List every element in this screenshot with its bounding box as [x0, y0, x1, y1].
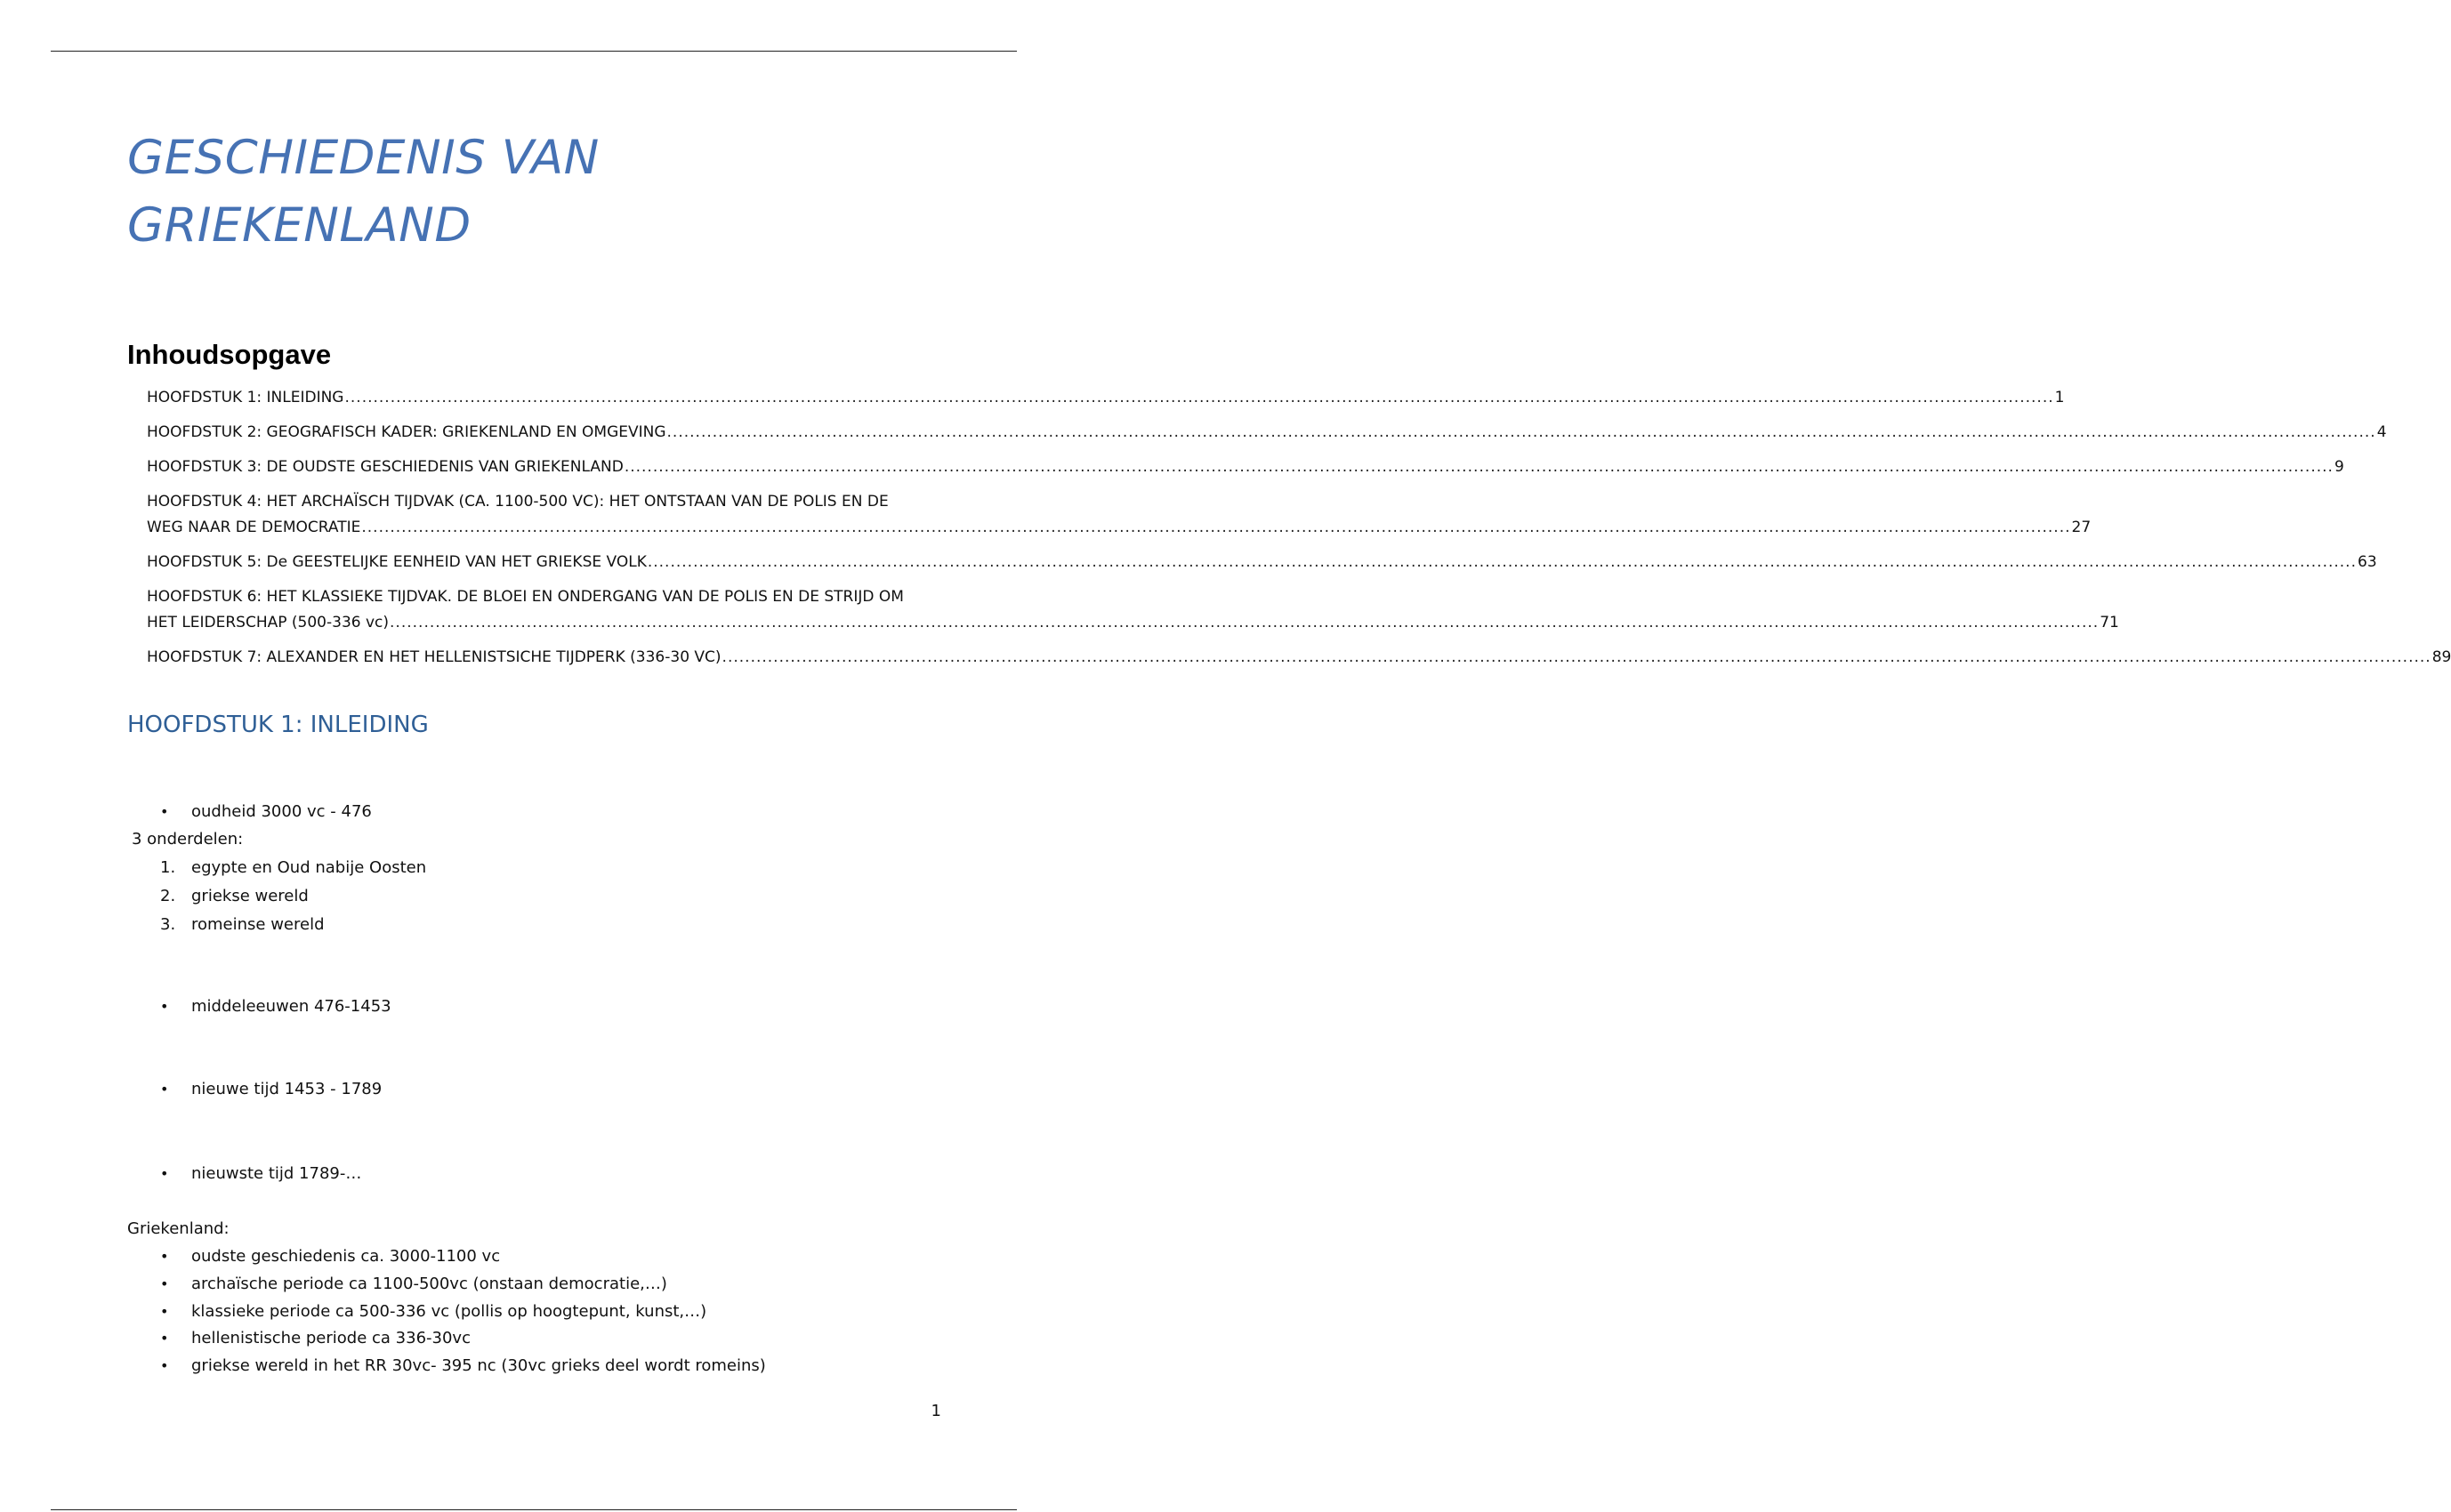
toc-entry-line: [147, 610, 2119, 636]
toc-page-number: 27: [2071, 519, 2092, 536]
toc-entry-line: [147, 550, 2377, 575]
list-item-nieuwste-tijd: [160, 1164, 362, 1183]
document-title: [127, 125, 750, 260]
toc-page-number: 63: [2358, 553, 2377, 571]
toc-dot-leader: ............................................................................................................................................................................................................................................................................................................: [361, 519, 2071, 536]
toc-entry-line: [147, 645, 2451, 671]
bullet-icon: •: [160, 1330, 169, 1347]
list-item-middeleeuwen: [160, 997, 391, 1016]
toc-entry[interactable]: [147, 550, 2377, 575]
header-rule: [51, 51, 1017, 52]
toc-entry-text: HOOFDSTUK 6: HET KLASSIEKE TIJDVAK. DE BLOEI EN ONDERGANG VAN DE POLIS EN DE STRIJD OM: [147, 588, 904, 606]
list-item-text: hellenistische periode ca 336-30vc: [191, 1329, 471, 1347]
list-item-text: griekse wereld in het RR 30vc- 395 nc (30vc grieks deel wordt romeins): [191, 1356, 766, 1375]
list-item: [160, 1275, 667, 1293]
list-number: 3.: [160, 915, 176, 934]
list-item-text: oudste geschiedenis ca. 3000-1100 vc: [191, 1247, 501, 1266]
toc-entry-text: WEG NAAR DE DEMOCRATIE: [147, 519, 361, 536]
toc-dot-leader: ............................................................................................................................................................................................................................................................................................................: [624, 458, 2334, 476]
toc-dot-leader: ............................................................................................................................................................................................................................................................................................................: [722, 648, 2431, 666]
document-title-line-1: GESCHIEDENIS VAN: [127, 131, 600, 185]
toc-entry-line: [147, 584, 940, 610]
list-item-text: griekse wereld: [191, 887, 309, 905]
page-number: 1: [931, 1402, 941, 1420]
list-item-text: middeleeuwen 476-1453: [191, 997, 391, 1016]
toc-entry[interactable]: [147, 420, 2387, 446]
toc-entry-text: HOOFDSTUK 1: INLEIDING: [147, 389, 344, 406]
toc-page-number: 71: [2100, 614, 2119, 631]
footer-rule: [51, 1509, 1017, 1510]
toc-entry[interactable]: [147, 454, 2344, 480]
chapter-heading[interactable]: HOOFDSTUK 1: INLEIDING: [127, 712, 429, 738]
list-item-oudheid: [160, 802, 372, 821]
toc-dot-leader: ............................................................................................................................................................................................................................................................................................................: [666, 423, 2376, 441]
toc-page-number: 89: [2431, 648, 2451, 666]
toc-entry[interactable]: [147, 584, 2119, 636]
bullet-icon: •: [160, 803, 169, 820]
bullet-icon: •: [160, 1081, 169, 1098]
toc-entry-text: HOOFDSTUK 3: DE OUDSTE GESCHIEDENIS VAN GRIEKENLAND: [147, 458, 624, 476]
toc-heading: Inhoudsopgave: [127, 339, 332, 370]
list-item: [160, 1356, 766, 1375]
toc-entry[interactable]: [147, 645, 2451, 671]
bullet-icon: •: [160, 1248, 169, 1265]
list-item-text: nieuwe tijd 1453 - 1789: [191, 1080, 383, 1098]
list-number: 1.: [160, 858, 176, 877]
list-item: [160, 1302, 707, 1321]
bullet-icon: •: [160, 1357, 169, 1374]
list-item: [160, 1329, 471, 1347]
list-item-text: archaïsche periode ca 1100-500vc (onstaan democratie,…): [191, 1275, 667, 1293]
toc-entry-line: [147, 385, 2065, 411]
list-item-text: nieuwste tijd 1789-…: [191, 1164, 362, 1183]
numbered-item: [160, 915, 325, 934]
numbered-item: [160, 858, 427, 877]
toc-dot-leader: ............................................................................................................................................................................................................................................................................................................: [647, 553, 2357, 571]
toc-entry-text: HOOFDSTUK 2: GEOGRAFISCH KADER: GRIEKENLAND EN OMGEVING: [147, 423, 666, 441]
toc-entry-line: [147, 489, 940, 515]
toc-entry-text: HOOFDSTUK 4: HET ARCHAÏSCH TIJDVAK (CA. 1100-500 VC): HET ONTSTAAN VAN DE POLIS EN DE: [147, 493, 889, 511]
toc-entry-line: [147, 515, 2092, 541]
toc-entry[interactable]: [147, 489, 2092, 541]
list-item-text: egypte en Oud nabije Oosten: [191, 858, 427, 877]
document-title-line-2: GRIEKENLAND: [127, 198, 472, 253]
toc-page-number: 1: [2054, 389, 2065, 406]
toc-entry-text: HOOFDSTUK 5: De GEESTELIJKE EENHEID VAN HET GRIEKSE VOLK: [147, 553, 647, 571]
numbered-item: [160, 887, 309, 905]
toc-entry-text: HOOFDSTUK 7: ALEXANDER EN HET HELLENISTSICHE TIJDPERK (336-30 VC): [147, 648, 722, 666]
bullet-icon: •: [160, 1275, 169, 1292]
toc-dot-leader: ............................................................................................................................................................................................................................................................................................................: [344, 389, 2054, 406]
toc-entry-line: [147, 454, 2344, 480]
list-item-nieuwe-tijd: [160, 1080, 383, 1098]
toc-entry-line: [147, 420, 2387, 446]
bullet-icon: •: [160, 1165, 169, 1182]
bullet-icon: •: [160, 1303, 169, 1320]
table-of-contents: [147, 385, 2451, 680]
toc-dot-leader: ............................................................................................................................................................................................................................................................................................................: [390, 614, 2100, 631]
list-item-text: oudheid 3000 vc - 476: [191, 802, 372, 821]
list-item-text: klassieke periode ca 500-336 vc (pollis op hoogtepunt, kunst,…): [191, 1302, 707, 1321]
bullet-icon: •: [160, 998, 169, 1015]
list-item: [160, 1247, 501, 1266]
toc-page-number: 4: [2376, 423, 2387, 441]
list-item-text: romeinse wereld: [191, 915, 325, 934]
griekenland-label: Griekenland:: [127, 1219, 230, 1238]
toc-entry[interactable]: [147, 385, 2065, 411]
onderdelen-label: 3 onderdelen:: [132, 830, 244, 848]
list-number: 2.: [160, 887, 176, 905]
toc-page-number: 9: [2334, 458, 2344, 476]
toc-entry-text: HET LEIDERSCHAP (500-336 vc): [147, 614, 390, 631]
